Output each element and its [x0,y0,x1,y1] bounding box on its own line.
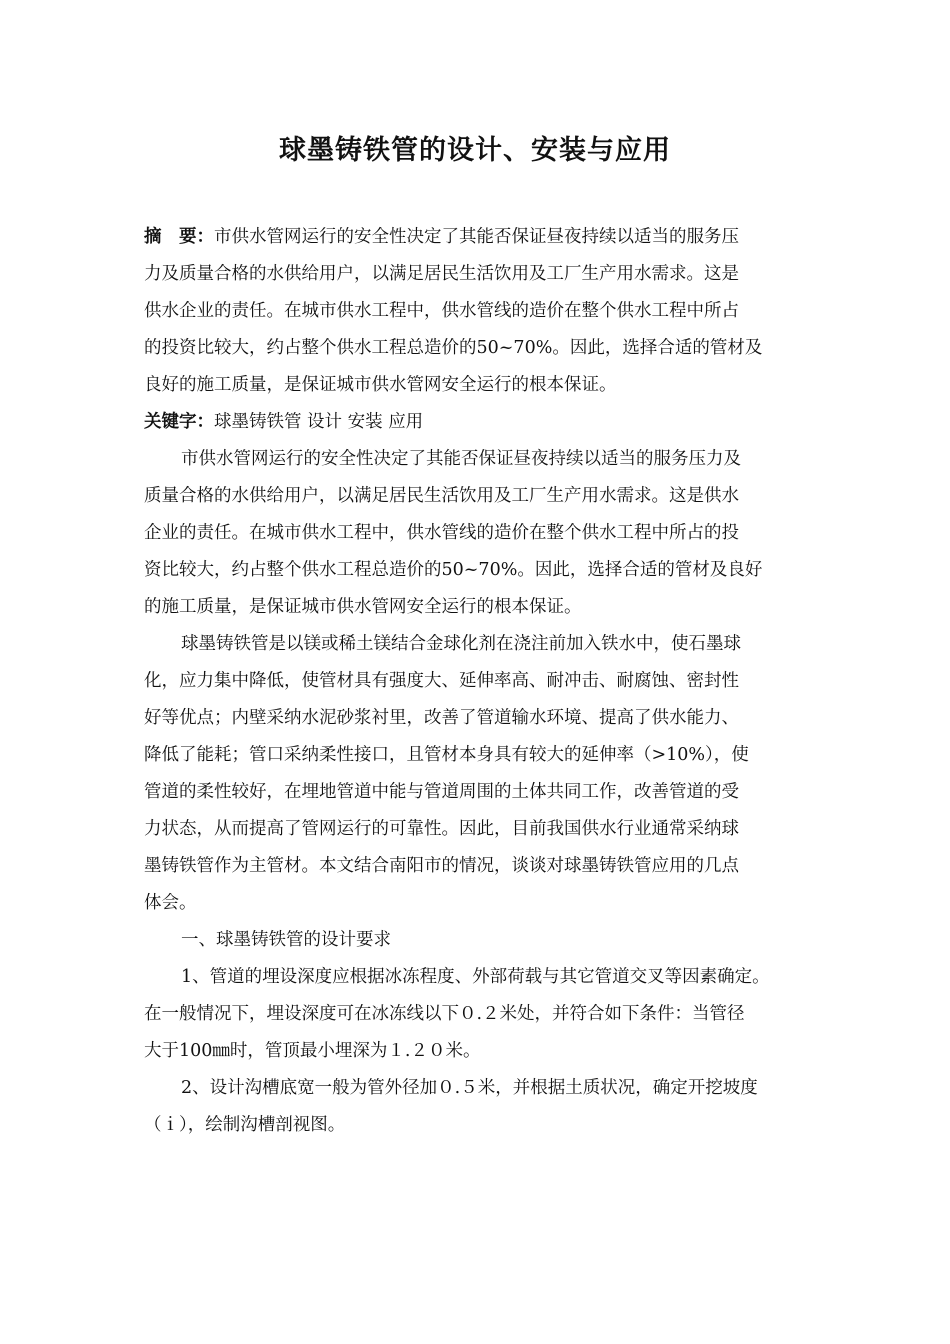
paragraph-line: 资比较大，约占整个供水工程总造价的50~70%。因此，选择合适的管材及良好 [144,560,763,580]
abstract-line: 供水企业的责任。在城市供水工程中，供水管线的造价在整个供水工程中所占 [144,301,739,321]
document-body [144,219,824,1144]
paragraph-line: 1、管道的埋设深度应根据冰冻程度、外部荷载与其它管道交叉等因素确定。 [181,967,770,987]
paragraph-line: 2、设计沟槽底宽一般为管外径加０.５米，并根据土质状况，确定开挖坡度 [181,1078,758,1098]
paragraph-line: 化，应力集中降低，使管材具有强度大、延伸率高、耐冲击、耐腐蚀、密封性 [144,671,739,691]
section-heading [144,922,824,959]
abstract-line: 力及质量合格的水供给用户，以满足居民生活饮用及工厂生产用水需求。这是 [144,264,739,284]
keywords-label: 关键字： [144,412,214,432]
paragraph-line: 力状态，从而提高了管网运行的可靠性。因此，目前我国供水行业通常采纳球 [144,819,739,839]
section-heading-text: 一、球墨铸铁管的设计要求 [181,930,391,950]
paragraph-intro [144,441,824,626]
paragraph-line: 墨铸铁管作为主管材。本文结合南阳市的情况，谈谈对球墨铸铁管应用的几点 [144,856,739,876]
paragraph-line: 球墨铸铁管是以镁或稀土镁结合金球化剂在浇注前加入铁水中，使石墨球 [181,634,741,654]
paragraph-item-2 [144,1070,824,1144]
abstract-label: 摘 要： [144,227,214,247]
keywords-text: 球墨铸铁管 设计 安装 应用 [214,412,424,432]
paragraph-ductile-iron [144,626,824,922]
paragraph-line: 管道的柔性较好，在埋地管道中能与管道周围的土体共同工作，改善管道的受 [144,782,739,802]
abstract-section [144,219,824,404]
paragraph-line: 体会。 [144,893,197,913]
keywords-section [144,404,824,441]
paragraph-line: 降低了能耗；管口采纳柔性接口，且管材本身具有较大的延伸率（>10%），使 [144,745,749,765]
paragraph-item-1 [144,959,824,1070]
paragraph-line: 大于100㎜时，管顶最小埋深为１.２０米。 [144,1041,481,1061]
paragraph-line: 好等优点；内壁采纳水泥砂浆衬里，改善了管道输水环境、提高了供水能力、 [144,708,739,728]
paragraph-line: （ｉ），绘制沟槽剖视图。 [144,1115,346,1135]
abstract-line: 市供水管网运行的安全性决定了其能否保证昼夜持续以适当的服务压 [214,227,739,247]
paragraph-line: 在一般情况下，埋设深度可在冰冻线以下０.２米处，并符合如下条件：当管径 [144,1004,745,1024]
abstract-line: 的投资比较大，约占整个供水工程总造价的50~70%。因此，选择合适的管材及 [144,338,763,358]
abstract-line: 良好的施工质量，是保证城市供水管网安全运行的根本保证。 [144,375,617,395]
paragraph-line: 企业的责任。在城市供水工程中，供水管线的造价在整个供水工程中所占的投 [144,523,739,543]
paragraph-line: 市供水管网运行的安全性决定了其能否保证昼夜持续以适当的服务压力及 [181,449,741,469]
paragraph-line: 质量合格的水供给用户，以满足居民生活饮用及工厂生产用水需求。这是供水 [144,486,739,506]
document-title: 球墨铸铁管的设计、安装与应用 [279,135,671,166]
paragraph-line: 的施工质量，是保证城市供水管网安全运行的根本保证。 [144,597,582,617]
